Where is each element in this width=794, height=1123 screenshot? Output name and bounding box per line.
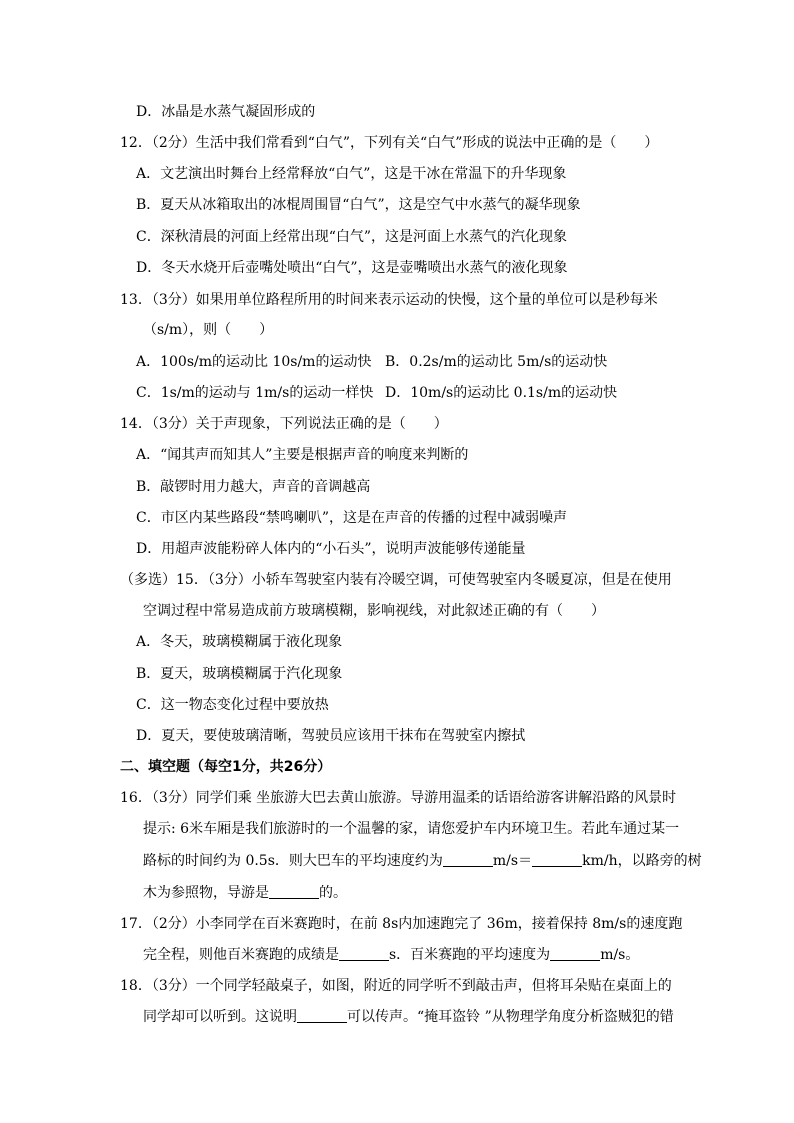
- answer-blank[interactable]: [297, 1008, 347, 1023]
- q12-option-c: C．深秋清晨的河面上经常出现“白气”，这是河面上水蒸气的汽化现象: [136, 229, 568, 245]
- q13-stem-cont: （s/m），则（ ）: [143, 322, 274, 338]
- q17-line2-text-b: s．百米赛跑的平均速度为: [389, 947, 551, 963]
- q12-option-a: A．文艺演出时舞台上经常释放“白气”，这是干冰在常温下的升华现象: [136, 166, 567, 182]
- q15-option-b: B．夏天，玻璃模糊属于汽化现象: [136, 666, 343, 682]
- q18-line2: [143, 1007, 674, 1027]
- q13-option-a: A．100s/m的运动比 10s/m的运动快: [136, 354, 372, 370]
- q17-line1: 17．（2分）小李同学在百米赛跑时，在前 8s内加速跑完了 36m，接着保持 8m/s的速度跑: [120, 916, 683, 932]
- q12-option-b: B．夏天从冰箱取出的冰棍周围冒“白气”，这是空气中水蒸气的凝华现象: [136, 197, 581, 213]
- answer-blank[interactable]: [550, 946, 600, 961]
- q17-line2-text-c: m/s。: [600, 947, 640, 963]
- q15-stem-cont: 空调过程中常易造成前方玻璃模糊，影响视线，对此叙述正确的有（ ）: [143, 603, 605, 619]
- q12-option-d: D．冬天水烧开后壶嘴处喷出“白气”，这是壶嘴喷出水蒸气的液化现象: [136, 260, 568, 276]
- answer-blank[interactable]: [532, 852, 582, 867]
- q18-line2-text-a: 同学却可以听到。这说明: [143, 1009, 297, 1025]
- q11-option-d: D．冰晶是水蒸气凝固形成的: [136, 104, 316, 120]
- q14-option-c: C．市区内某些路段“禁鸣喇叭”，这是在声音的传播的过程中减弱噪声: [136, 510, 568, 526]
- section-title: 二、填空题（每空1分，共26分）: [120, 759, 332, 775]
- q16-line3-text-b: m/s＝: [492, 853, 533, 869]
- q18-line2-text-b: 可以传声。“掩耳盗铃 ”从物理学角度分析盗贼犯的错: [347, 1009, 674, 1025]
- q14-option-d: D．用超声波能粉碎人体内的“小石头”，说明声波能够传递能量: [136, 541, 526, 557]
- q16-line4-text-b: 的。: [319, 885, 347, 901]
- q13-option-b: B．0.2s/m的运动比 5m/s的运动快: [385, 354, 608, 370]
- q17-line2-text-a: 完全程，则他百米赛跑的成绩是: [143, 947, 339, 963]
- q14-option-b: B．敲锣时用力越大，声音的音调越高: [136, 479, 371, 495]
- q16-line1: 16．（3分）同学们乘 坐旅游大巴去黄山旅游。导游用温柔的话语给游客讲解沿路的风景时: [120, 790, 677, 806]
- q15-stem: （多选）15．（3分）小轿车驾驶室内装有冷暖空调，可使驾驶室内冬暖夏凉，但是在使用: [120, 572, 672, 588]
- answer-blank[interactable]: [443, 852, 493, 867]
- q17-line2: [143, 945, 639, 965]
- q13-stem: 13．（3分）如果用单位路程所用的时间来表示运动的快慢，这个量的单位可以是秒每米: [120, 292, 658, 308]
- q16-line3: [143, 851, 702, 871]
- q14-stem: 14．（3分）关于声现象，下列说法正确的是（ ）: [120, 416, 448, 432]
- q16-line3-text-a: 路标的时间约为 0.5s．则大巴车的平均速度约为: [143, 853, 443, 869]
- q15-option-a: A．冬天，玻璃模糊属于液化现象: [136, 634, 343, 650]
- q15-option-c: C．这一物态变化过程中要放热: [136, 697, 329, 713]
- q15-option-d: D．夏天，要使玻璃清晰，驾驶员应该用干抹布在驾驶室内擦拭: [136, 728, 526, 744]
- q13-option-d: D．10m/s的运动比 0.1s/m的运动快: [385, 385, 618, 401]
- q18-line1: 18．（3分）一个同学轻敲桌子，如图，附近的同学听不到敲击声，但将耳朵贴在桌面上的: [120, 978, 672, 994]
- q16-line4: [143, 883, 347, 903]
- q13-option-c: C．1s/m的运动与 1m/s的运动一样快: [136, 385, 374, 401]
- q12-stem: 12．（2分）生活中我们常看到“白气”，下列有关“白气”形成的说法中正确的是（ ）: [120, 135, 659, 151]
- q14-option-a: A．“闻其声而知其人”主要是根据声音的响度来判断的: [136, 447, 469, 463]
- answer-blank[interactable]: [269, 884, 319, 899]
- q16-line4-text-a: 木为参照物，导游是: [143, 885, 269, 901]
- q16-line2: 提示: 6米车厢是我们旅游时的一个温馨的家，请您爱护车内环境卫生。若此车通过某一: [143, 821, 680, 837]
- answer-blank[interactable]: [339, 946, 389, 961]
- q16-line3-text-c: km/h，以路旁的树: [582, 853, 702, 869]
